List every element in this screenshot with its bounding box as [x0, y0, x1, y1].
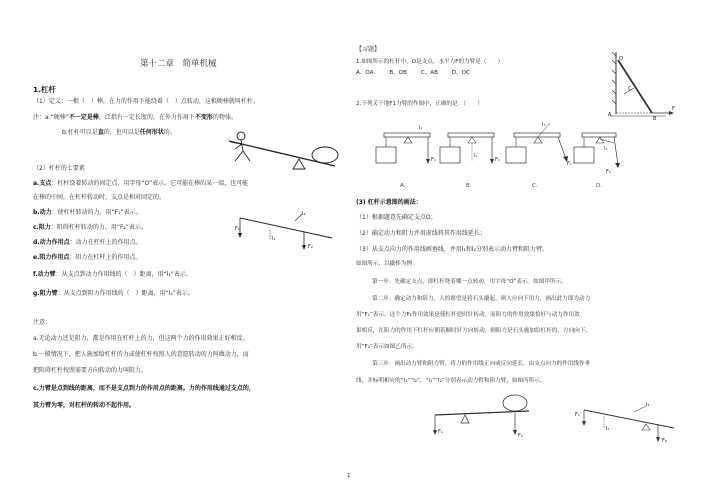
element-g-text: ：从支点到阻力作用线的（ ）距离，用“l₂”表示。 [57, 290, 194, 297]
q1-label-o: O [619, 56, 623, 62]
note-a-text2: ，泛指有一定长度的，在外力作用下 [98, 114, 195, 121]
note-b-text: b.杠杆可以是 [62, 129, 98, 136]
element-g-term: g.阻力臂 [33, 290, 58, 297]
element-f [33, 272, 192, 278]
q1-option-b: B、OB [389, 70, 408, 76]
note-b-bold2: 任何形状 [139, 129, 164, 136]
element-e [33, 255, 141, 261]
svg-text:F₁: F₁ [495, 157, 500, 163]
note-b [62, 130, 176, 136]
method-heading: (3) 杠杆示意图的画法： [356, 199, 422, 206]
q2-figure-a [376, 125, 436, 189]
question-1-options [356, 71, 470, 77]
method-text-6: 第三步：画出动力臂和阻力臂，将力的作用线正向或反向延长，由支点向力的作用线作垂 [372, 361, 591, 367]
method-text-3: 用“F₁”表示。这个力F₁作用效果是使杠杆逆时针转动。而阻力的作用效果恰好与动力作用效 [356, 312, 580, 318]
svg-text:F₁: F₁ [431, 157, 436, 163]
element-a-term: a.支点 [33, 180, 52, 187]
lower-label-f1: F₁ [438, 429, 443, 435]
question-1-figure [606, 50, 686, 120]
note-a-bold: 不一定是棒 [68, 114, 99, 121]
element-b-text: ：使杠杆转动的力，用“F₁”表示。 [51, 209, 142, 216]
q2-label-a: A. [400, 183, 406, 189]
label-l1: l₁ [272, 236, 276, 242]
lever-definition: （1）定义：一根（ ）棒，在力的作用下能绕着（ ）点转动，这根硬棒就叫杠杆。 [33, 98, 259, 105]
element-a-cont: 在棒的中间，在杠杆转动时，支点是相对固定的。 [33, 194, 166, 201]
element-f-term: f.动力臂 [33, 271, 56, 278]
element-g [33, 291, 194, 297]
element-c [33, 225, 147, 231]
attention-b: b.一般情况下，把人施加给杠杆的力或使杠杆按照人的意愿转动的力叫做动力，而 [33, 351, 249, 358]
element-a-text: ：杠杆绕着转动的固定点，用字母“O”表示。它可能在棒的某一端，也可能 [51, 180, 249, 187]
attention-title: 注意： [33, 319, 52, 326]
element-c-text: ：阻碍杠杆转动的力，用“F₂”表示。 [50, 224, 147, 231]
crowbar-person-illustration [225, 125, 340, 175]
attention-c-cont: 其力臂为零，对杠杆的转动不起作用。 [33, 402, 136, 409]
q1-label-c: C [628, 86, 632, 92]
attention-c: c.力臂是点到线的距离，而不是支点到力的作用点的距离。力的作用线通过支点的， [33, 385, 255, 392]
note-a-bold2: 不变形 [194, 114, 213, 121]
q1-option-d: D、OC [451, 70, 470, 76]
method-text-5: 用“F₂”表示如图乙所示。 [356, 344, 418, 350]
lower2-label-l1: l₁ [606, 426, 610, 432]
page-number: 1 [347, 473, 351, 479]
svg-text:l₁: l₁ [474, 153, 478, 159]
element-e-text: ：阻力在杠杆上的作用点。 [69, 254, 142, 261]
lower2-label-f2: F₂ [662, 438, 667, 444]
section-heading-lever: 1.杠杆 [33, 85, 56, 94]
question-2-figures [368, 117, 618, 192]
svg-text:F₁: F₁ [567, 161, 572, 167]
lower2-label-l2: l₂ [646, 402, 650, 408]
q2-label-d: D. [596, 183, 602, 189]
q1-label-f: F [672, 106, 675, 112]
q1-option-c: C、AB [420, 70, 438, 76]
element-d-term: d.动力作用点 [33, 239, 70, 246]
label-l2: l₂ [302, 211, 306, 217]
label-f1: F₁ [235, 226, 240, 232]
lever-force-diagram [232, 210, 337, 255]
lever-diagram-second-step [425, 393, 535, 448]
q1-label-b: B [653, 116, 657, 122]
element-e-term: e.阻力作用点 [33, 254, 70, 261]
chapter-title: 第十二章 简单机械 [140, 59, 217, 69]
method-step-2: （2）确定动力和阻力并用虚线将其作用线延长； [356, 230, 486, 237]
method-step-3: （3）从支点向力的作用线画垂线，并用l₁和l₂分别表示动力臂和阻力臂。 [356, 246, 548, 253]
label-f2: F₂ [308, 244, 313, 250]
element-d-text: ：动力在杠杆上的作用点。 [69, 239, 142, 246]
svg-text:l₁: l₁ [604, 146, 608, 152]
method-step-1: （1）根据题意先确定支点O； [356, 214, 437, 221]
seven-elements-title: （2）杠杆的七要素 [33, 165, 85, 172]
q1-option-a: A、OA [356, 70, 374, 76]
q2-label-c: C. [532, 183, 538, 189]
element-f-text: ：从支点到动力作用线的（ ）距离，用“l₁”表示。 [55, 271, 192, 278]
svg-text:l₁: l₁ [542, 122, 546, 128]
method-example-intro: 如图所示，以撬棒为例： [356, 261, 418, 267]
element-d [33, 240, 142, 246]
exercise-heading: 【习题】 [356, 46, 381, 53]
element-c-term: c.阻力 [33, 224, 51, 231]
lower2-label-f1: F₁ [575, 412, 580, 418]
element-a [33, 181, 248, 187]
q1-label-a: A [608, 112, 612, 118]
note-a-text: 注：a.“硬棒” [33, 114, 69, 121]
q2-label-b: B. [466, 183, 472, 189]
method-text-1: 第一步：先确定支点，即杠杆绕着哪一点转动，用字母“O”表示。如图甲所示。 [372, 279, 567, 285]
note-a-text3: 的物体。 [212, 114, 237, 121]
lever-diagram-third-step [575, 402, 678, 457]
note-a [33, 115, 237, 121]
note-b-text2: 的，也可以是 [103, 129, 140, 136]
element-b-term: b.动力 [33, 209, 52, 216]
note-b-text3: 的。 [163, 129, 176, 136]
attention-a: a.无论动力还是阻力，都是作用在杠杆上的力，但这两个力的作用效果正好相反。 [33, 335, 249, 342]
attention-b-cont: 把阻碍杠杆按照需要方向转动的力叫阻力。 [33, 367, 148, 374]
question-1: 1.如图所示的杠杆中，O是支点，水平力F的力臂是（ ） [356, 59, 504, 65]
method-text-7: 线，并标明相应的“l₁”“l₂”，“l₁”“l₂”分别表示动力臂和阻力臂，如图丙所示。 [356, 378, 546, 384]
lower-label-f2: F₂ [518, 433, 523, 439]
q2-figure-b [440, 133, 500, 189]
q2-figure-d [574, 133, 620, 189]
method-text-4: 果相反，在阻力的作用下杠杆应朝着顺时针方向转动，则阻力是石头施加给杠杆的、方向向下， [356, 328, 591, 334]
note-b-bold: 直 [97, 129, 104, 136]
svg-text:F₁: F₁ [606, 169, 611, 175]
element-b [33, 210, 142, 216]
q2-figure-c [506, 122, 572, 189]
question-2: 2.下列关于地F1力臂的作图中，正确的是：（ ） [356, 101, 483, 107]
method-text-2: 第二步：确定动力和阻力。人的愿望是将石头撬起，则人应向下用力，画出此力即为动力 [372, 296, 591, 302]
svg-text:l₁: l₁ [419, 125, 423, 131]
